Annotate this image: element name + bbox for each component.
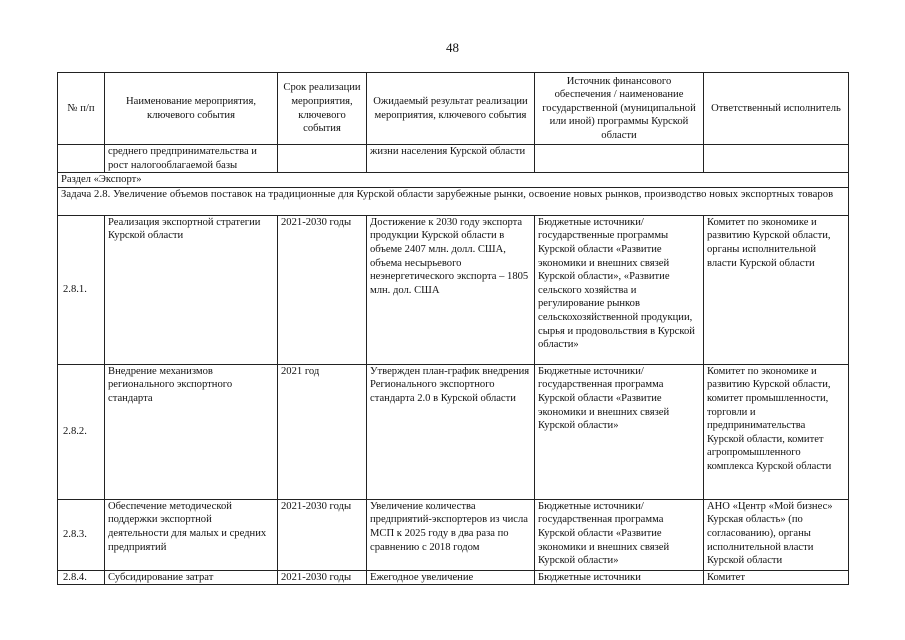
task-title: Задача 2.8. Увеличение объемов поставок на традиционные для Курской области зарубежные рынки, освоение новых рынков, производство новых экспортных товаров — [58, 187, 849, 215]
table-row — [58, 364, 849, 499]
cell-executor: АНО «Центр «Мой бизнес» Курская область» (по согласованию), органы исполнительной власти Курской области — [704, 499, 849, 570]
cell-source: Бюджетные источники/ государственная программа Курской области «Развитие экономики и внешних связей Курской области» — [535, 364, 704, 499]
cell-executor: Комитет — [704, 570, 849, 584]
continuation-row — [58, 145, 849, 173]
cell-source: Бюджетные источники/ государственные программы Курской области «Развитие экономики и внешних связей Курской области», «Развитие сельского хозяйства и регулирование рынков сельскохозяйственной продукции, сырья и продовольствия в Курской области» — [535, 215, 704, 364]
cell-source: Бюджетные источники — [535, 570, 704, 584]
cell-executor — [704, 145, 849, 173]
cell-num — [58, 145, 105, 173]
cell-period: 2021-2030 годы — [278, 570, 367, 584]
table-row — [58, 570, 849, 584]
cell-name: Реализация экспортной стратегии Курской области — [105, 215, 278, 364]
cell-result: Увеличение количества предприятий-экспортеров из числа МСП к 2025 году в два раза по сравнению с 2018 годом — [367, 499, 535, 570]
cell-executor: Комитет по экономике и развитию Курской области, органы исполнительной власти Курской области — [704, 215, 849, 364]
cell-result: Ежегодное увеличение — [367, 570, 535, 584]
section-title: Раздел «Экспорт» — [58, 173, 849, 188]
table-row — [58, 215, 849, 364]
header-executor: Ответственный исполнитель — [704, 73, 849, 145]
cell-num: 2.8.4. — [58, 570, 105, 584]
table-header-row — [58, 73, 849, 145]
header-source: Источник финансового обеспечения / наименование государственной (муниципальной или иной) программы Курской области — [535, 73, 704, 145]
task-row — [58, 187, 849, 215]
cell-num: 2.8.1. — [58, 215, 105, 364]
cell-name: Субсидирование затрат — [105, 570, 278, 584]
cell-period — [278, 145, 367, 173]
cell-num: 2.8.2. — [58, 364, 105, 499]
cell-source — [535, 145, 704, 173]
cell-period: 2021-2030 годы — [278, 215, 367, 364]
cell-num: 2.8.3. — [58, 499, 105, 570]
cell-name: Обеспечение методической поддержки экспортной деятельности для малых и средних предприятий — [105, 499, 278, 570]
header-num: № п/п — [58, 73, 105, 145]
header-result: Ожидаемый результат реализации мероприятия, ключевого события — [367, 73, 535, 145]
header-period: Срок реализации мероприятия, ключевого события — [278, 73, 367, 145]
cell-period: 2021 год — [278, 364, 367, 499]
cell-name: Внедрение механизмов регионального экспортного стандарта — [105, 364, 278, 499]
cell-period: 2021-2030 годы — [278, 499, 367, 570]
section-row — [58, 173, 849, 188]
cell-result: жизни населения Курской области — [367, 145, 535, 173]
cell-executor: Комитет по экономике и развитию Курской области, комитет промышленности, торговли и предпринимательства Курской области, комитет агропромышленного комплекса Курской области — [704, 364, 849, 499]
events-table — [57, 72, 849, 585]
header-name: Наименование мероприятия, ключевого события — [105, 73, 278, 145]
cell-name: среднего предпринимательства и рост налогооблагаемой базы — [105, 145, 278, 173]
cell-source: Бюджетные источники/ государственная программа Курской области «Развитие экономики и внешних связей Курской области» — [535, 499, 704, 570]
cell-result: Утвержден план-график внедрения Регионального экспортного стандарта 2.0 в Курской области — [367, 364, 535, 499]
table-row — [58, 499, 849, 570]
cell-result: Достижение к 2030 году экспорта продукции Курской области в объеме 2407 млн. долл. США, объема несырьевого неэнергетического экспорта – 1805 млн. дол. США — [367, 215, 535, 364]
page-number: 48 — [446, 40, 459, 55]
